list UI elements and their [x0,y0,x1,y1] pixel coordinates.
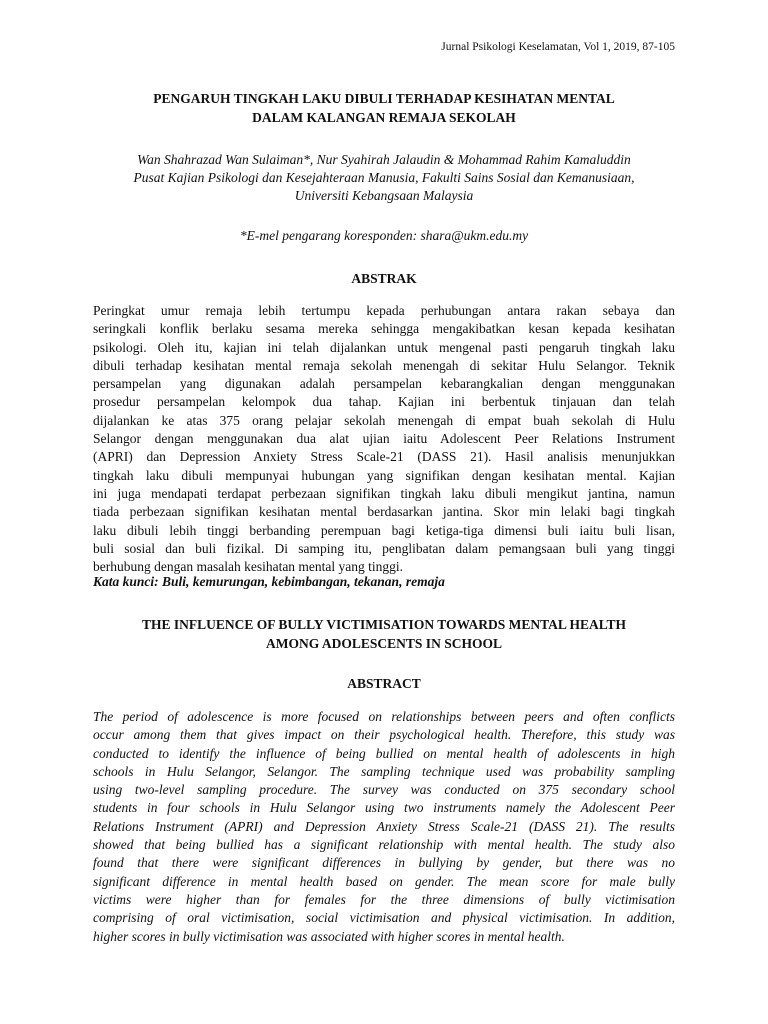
abstrak-line: (APRI) dan Depression Anxiety Stress Scale-21 (DASS 21). Hasil analisis menunjukkan [93,449,675,465]
title-english-line: AMONG ADOLESCENTS IN SCHOOL [266,636,502,651]
abstract-heading: ABSTRACT [347,676,421,691]
abstract-line: found that there were significant differences in bullying by gender, but there was no [93,855,675,871]
title-malay-line: PENGARUH TINGKAH LAKU DIBULI TERHADAP KESIHATAN MENTAL [153,91,615,106]
abstract-line: The period of adolescence is more focused on relationships between peers and often conflicts [93,709,675,724]
abstract-line: comprising of oral victimisation, social victimisation and physical victimisation. In addition, [93,910,675,926]
journal-reference: Jurnal Psikologi Keselamatan, Vol 1, 2019, 87-105 [441,41,675,53]
abstract-line: Relations Instrument (APRI) and Depression Anxiety Stress Scale-21 (DASS 21). The results [93,818,675,834]
abstrak-line: psikologi. Oleh itu, kajian ini telah dijalankan untuk mengenal pasti pengaruh tingkah laku [93,339,675,355]
abstrak-line: persampelan yang digunakan adalah persampelan kebarangkalian dengan menggunakan [93,376,675,392]
title-english-line: THE INFLUENCE OF BULLY VICTIMISATION TOWARDS MENTAL HEALTH [142,617,626,632]
abstrak-line: buli sosial dan buli fizikal. Di samping itu, penglibatan dalam pemangsaan buli yang tinggi [93,540,675,556]
author-affiliation [93,151,675,205]
abstrak-line: laku dibuli lebih tinggi berbanding perempuan bagi ketiga-tiga dimensi buli iaitu buli lisan, [93,522,675,538]
abstrak-line: dijalankan ke atas 375 orang pelajar sekolah menengah di empat buah sekolah di Hulu [93,412,675,428]
abstrak-line: berhubung dengan masalah kesihatan mental yang tinggi. [93,559,404,575]
abstrak-line: dibuli terhadap kesihatan mental remaja sekolah menengah di sekitar Hulu Selangor. Teknik [93,357,675,373]
abstract-line: conducted to identify the influence of being bullied on mental health of adolescents in high [93,745,675,761]
affiliation-line: Universiti Kebangsaan Malaysia [294,188,474,203]
abstrak-line: tingkah laku dibuli mempunyai hubungan yang signifikan dengan kesihatan mental. Kajian [93,467,675,483]
title-malay [93,89,675,127]
keywords-malay: Kata kunci: Buli, kemurungan, kebimbangan, tekanan, remaja [93,574,445,589]
abstract-line: using two-level sampling procedure. The survey was conducted on 375 secondary school [93,782,675,798]
abstract-line: higher scores in bully victimisation was associated with higher scores in mental health. [93,928,565,944]
abstract-line: victims were higher than for females for the three dimensions of bully victimisation [93,891,675,907]
abstrak-body [93,302,675,576]
title-english [93,615,675,653]
abstract-line: significant difference in mental health based on gender. The mean score for male bully [93,873,675,889]
abstrak-line: Peringkat umur remaja lebih tertumpu kepada perhubungan antara rakan sebaya dan [93,303,675,318]
abstract-body [93,708,675,946]
title-malay-line: DALAM KALANGAN REMAJA SEKOLAH [252,110,516,125]
abstract-line: showed that being bullied has a significant relationship with mental health. The study also [93,837,675,853]
abstrak-line: prosedur persampelan kelompok dua tahap. Kajian ini berbentuk tinjauan dan telah [93,394,675,410]
abstrak-heading: ABSTRAK [351,271,417,286]
abstrak-line: ini juga mendapati terdapat perbezaan signifikan tingkah laku dibuli mengikut jantina, namun [93,485,675,501]
corresponding-email: *E-mel pengarang koresponden: shara@ukm.edu.my [239,228,529,243]
abstract-line: occur among them that gives impact on their psychological health. Therefore, this study was [93,727,675,743]
abstract-line: students in four schools in Hulu Selangor using two instruments namely the Adolescent Peer [93,800,675,816]
abstrak-line: Selangor dengan menggunakan dua alat ujian iaitu Adolescent Peer Relations Instrument [93,431,675,447]
authors-line: Wan Shahrazad Wan Sulaiman*, Nur Syahirah Jalaudin & Mohammad Rahim Kamaluddin [137,152,631,167]
affiliation-line: Pusat Kajian Psikologi dan Kesejahteraan Manusia, Fakulti Sains Sosial dan Kemanusiaan, [133,170,635,185]
abstrak-line: seringkali konflik berlaku sesama mereka sehingga mengakibatkan kesan kepada kesihatan [93,321,675,337]
abstrak-line: tiada perbezaan signifikan kesihatan mental berdasarkan jantina. Skor min lelaki bagi tingkah [93,504,675,520]
abstract-line: schools in Hulu Selangor, Selangor. The sampling technique used was probability sampling [93,763,675,779]
